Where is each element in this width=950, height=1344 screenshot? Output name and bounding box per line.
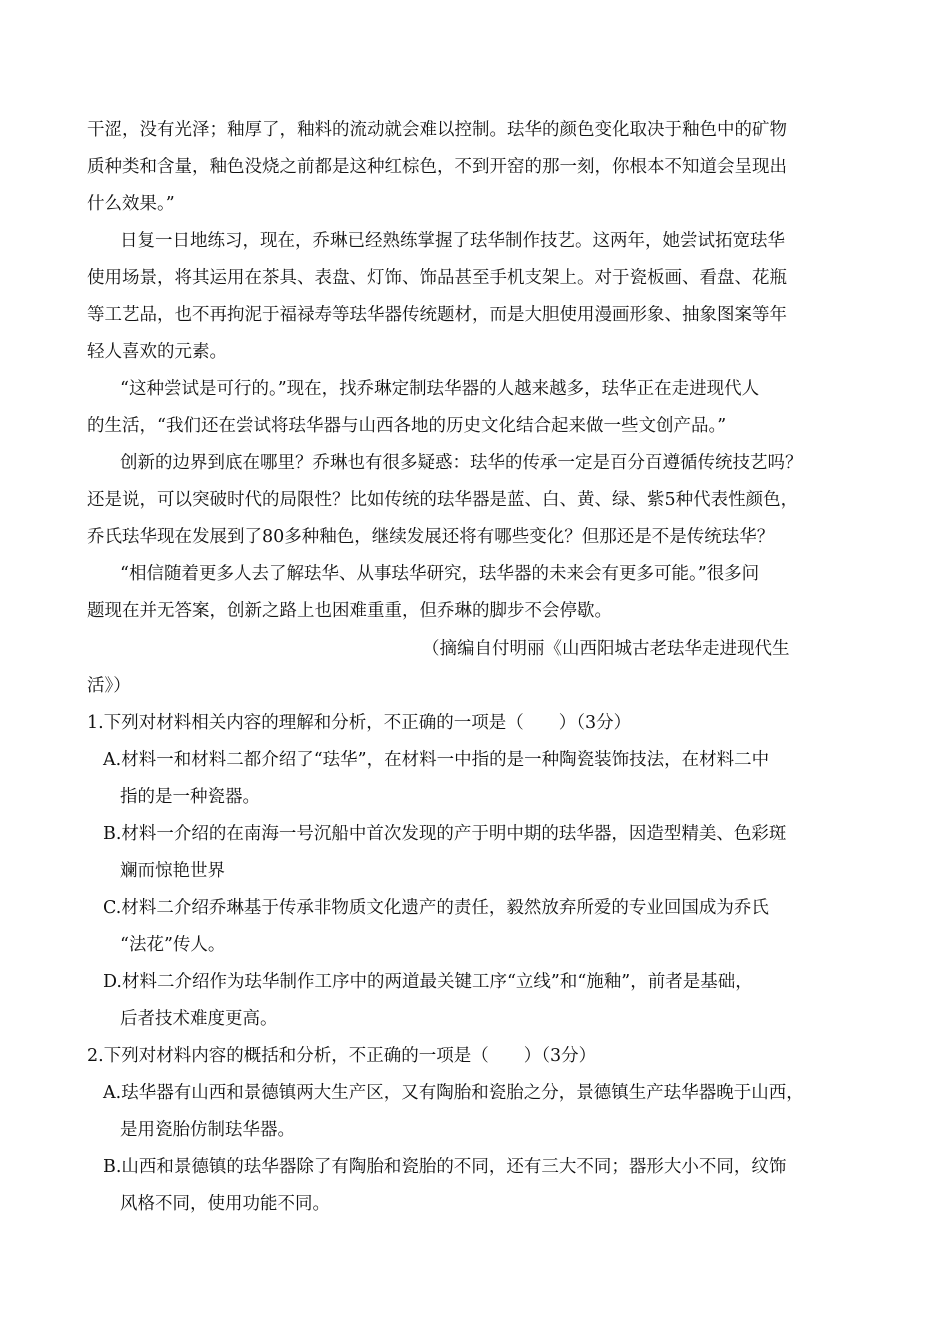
option-a: 是用瓷胎仿制珐华器。	[120, 1120, 295, 1140]
passage-line: 题现在并无答案，创新之路上也困难重重，但乔琳的脚步不会停歇。	[87, 601, 612, 621]
passage-line: “相信随着更多人去了解珐华、从事珐华研究，珐华器的未来会有更多可能。”很多问	[120, 564, 760, 584]
passage-line: 质种类和含量，釉色没烧之前都是这种红棕色，不到开窑的那一刻，你根本不知道会呈现出	[87, 157, 787, 177]
passage-line: 轻人喜欢的元素。	[87, 342, 227, 362]
passage-line: 干涩，没有光泽；釉厚了，釉料的流动就会难以控制。珐华的颜色变化取决于釉色中的矿物	[87, 120, 787, 140]
option-b: 斓而惊艳世界	[120, 861, 225, 881]
option-b: B.材料一介绍的在南海一号沉船中首次发现的产于明中期的珐华器，因造型精美、色彩斑	[103, 824, 787, 844]
option-b: 风格不同，使用功能不同。	[120, 1194, 330, 1214]
option-a: A.珐华器有山西和景德镇两大生产区，又有陶胎和瓷胎之分，景德镇生产珐华器晚于山西，	[103, 1083, 804, 1103]
option-a: 指的是一种瓷器。	[120, 787, 260, 807]
passage-line: 使用场景，将其运用在茶具、表盘、灯饰、饰品甚至手机支架上。对于瓷板画、看盘、花瓶	[87, 268, 787, 288]
passage-line: 的生活，“我们还在尝试将珐华器与山西各地的历史文化结合起来做一些文创产品。”	[87, 416, 727, 436]
passage-line: 什么效果。”	[87, 194, 175, 214]
option-c: “法花”传人。	[120, 935, 226, 955]
passage-line: “这种尝试是可行的。”现在，找乔琳定制珐华器的人越来越多，珐华正在走进现代人	[120, 379, 760, 399]
passage-line: 创新的边界到底在哪里？乔琳也有很多疑惑：珐华的传承一定是百分百遵循传统技艺吗？	[120, 453, 803, 473]
passage-line: 等工艺品，也不再拘泥于福禄寿等珐华器传统题材，而是大胆使用漫画形象、抽象图案等年	[87, 305, 787, 325]
option-c: C.材料二介绍乔琳基于传承非物质文化遗产的责任，毅然放弃所爱的专业回国成为乔氏	[103, 898, 769, 918]
option-d: 后者技术难度更高。	[120, 1009, 278, 1029]
option-b: B.山西和景德镇的珐华器除了有陶胎和瓷胎的不同，还有三大不同；器形大小不同，纹饰	[103, 1157, 787, 1177]
passage-line: 日复一日地练习，现在，乔琳已经熟练掌握了珐华制作技艺。这两年，她尝试拓宽珐华	[120, 231, 785, 251]
question-stem: 2.下列对材料内容的概括和分析，不正确的一项是（ ）（3分）	[87, 1046, 597, 1066]
option-a: A.材料一和材料二都介绍了“珐华”，在材料一中指的是一种陶瓷装饰技法，在材料二中	[103, 750, 770, 770]
passage-line: 还是说，可以突破时代的局限性？比如传统的珐华器是蓝、白、黄、绿、紫5种代表性颜色，	[87, 490, 799, 510]
source-citation: 活》）	[87, 676, 131, 696]
option-d: D.材料二介绍作为珐华制作工序中的两道最关键工序“立线”和“施釉”，前者是基础，	[103, 972, 753, 992]
source-citation: （摘编自付明丽《山西阳城古老珐华走进现代生	[422, 639, 790, 659]
passage-line: 乔氏珐华现在发展到了80多种釉色，继续发展还将有哪些变化？但那还是不是传统珐华？	[87, 527, 775, 547]
question-stem: 1.下列对材料相关内容的理解和分析，不正确的一项是（ ）（3分）	[87, 713, 632, 733]
